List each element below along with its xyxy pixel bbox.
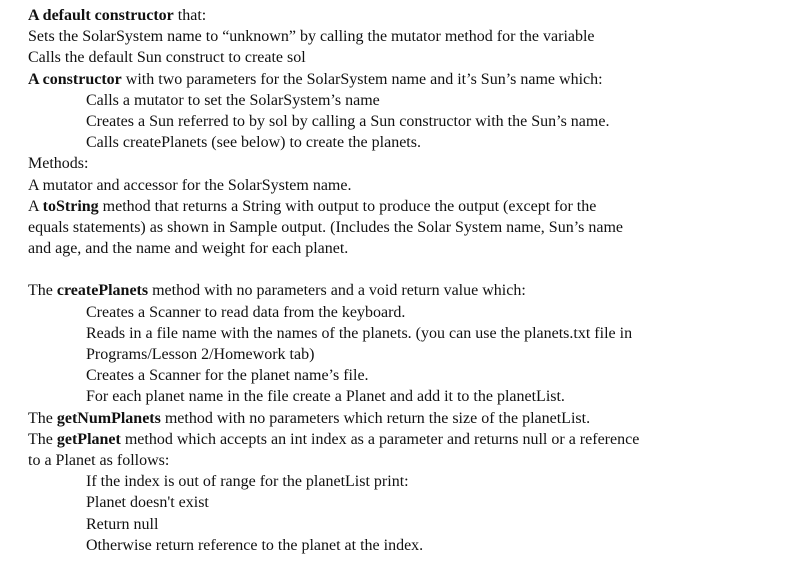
create-planets-item: Programs/Lesson 2/Homework tab) xyxy=(86,346,315,363)
document-body xyxy=(28,5,798,556)
default-constructor-heading-bold: A default constructor xyxy=(28,7,174,24)
get-planet-item: If the index is out of range for the planetList print: xyxy=(86,473,409,491)
methods-heading: Methods: xyxy=(28,155,89,173)
tostring-pre: A xyxy=(28,197,43,215)
get-num-planets-line xyxy=(28,408,798,429)
create-planets-item: For each planet name in the file create a Planet and add it to the planetList. xyxy=(86,388,565,406)
create-planets-item: Reads in a file name with the names of the planets. (you can use the planets.txt file in xyxy=(86,324,633,342)
default-constructor-item: Calls the default Sun construct to create sol xyxy=(28,49,306,67)
create-planets-item: Creates a Scanner to read data from the keyboard. xyxy=(86,303,406,321)
default-constructor-heading xyxy=(28,5,798,26)
tostring-continuation: equals statements) as shown in Sample output. (Includes the Solar System name, Sun’s name xyxy=(28,218,624,236)
get-num-planets-rest: method with no parameters which return the size of the planetList. xyxy=(160,409,591,427)
default-constructor-heading-rest: that: xyxy=(173,7,207,24)
tostring-bold: toString xyxy=(42,197,99,215)
tostring-continuation: and age, and the name and weight for each planet. xyxy=(28,240,349,258)
get-num-planets-pre: The xyxy=(28,409,57,427)
blank-line xyxy=(28,259,798,280)
tostring-rest: method that returns a String with output to produce the output (except for the xyxy=(98,197,597,215)
get-planet-item: Otherwise return reference to the planet at the index. xyxy=(86,536,424,554)
get-num-planets-bold: getNumPlanets xyxy=(56,409,161,427)
get-planet-bold: getPlanet xyxy=(56,430,121,448)
mutator-accessor-line: A mutator and accessor for the SolarSystem name. xyxy=(28,176,352,194)
default-constructor-item: Sets the SolarSystem name to “unknown” by calling the mutator method for the variable xyxy=(28,28,595,46)
get-planet-line xyxy=(28,429,798,450)
get-planet-continuation: to a Planet as follows: xyxy=(28,451,170,469)
param-constructor-heading-rest: with two parameters for the SolarSystem name and it’s Sun’s name which: xyxy=(121,70,603,88)
get-planet-rest: method which accepts an int index as a parameter and returns null or a reference xyxy=(120,430,640,448)
param-constructor-item: Calls a mutator to set the SolarSystem’s name xyxy=(86,91,380,109)
create-planets-bold: createPlanets xyxy=(56,282,149,300)
create-planets-heading xyxy=(28,280,798,301)
get-planet-pre: The xyxy=(28,430,57,448)
param-constructor-heading xyxy=(28,69,798,90)
create-planets-pre: The xyxy=(28,282,57,300)
get-planet-item: Return null xyxy=(86,515,159,533)
create-planets-rest: method with no parameters and a void return value which: xyxy=(148,282,526,300)
get-planet-item: Planet doesn't exist xyxy=(86,494,209,512)
tostring-line xyxy=(28,196,798,217)
create-planets-item: Creates a Scanner for the planet name’s file. xyxy=(86,367,369,385)
param-constructor-item: Calls createPlanets (see below) to create the planets. xyxy=(86,134,421,152)
param-constructor-item: Creates a Sun referred to by sol by calling a Sun constructor with the Sun’s name. xyxy=(86,112,610,130)
param-constructor-heading-bold: A constructor xyxy=(28,70,122,88)
